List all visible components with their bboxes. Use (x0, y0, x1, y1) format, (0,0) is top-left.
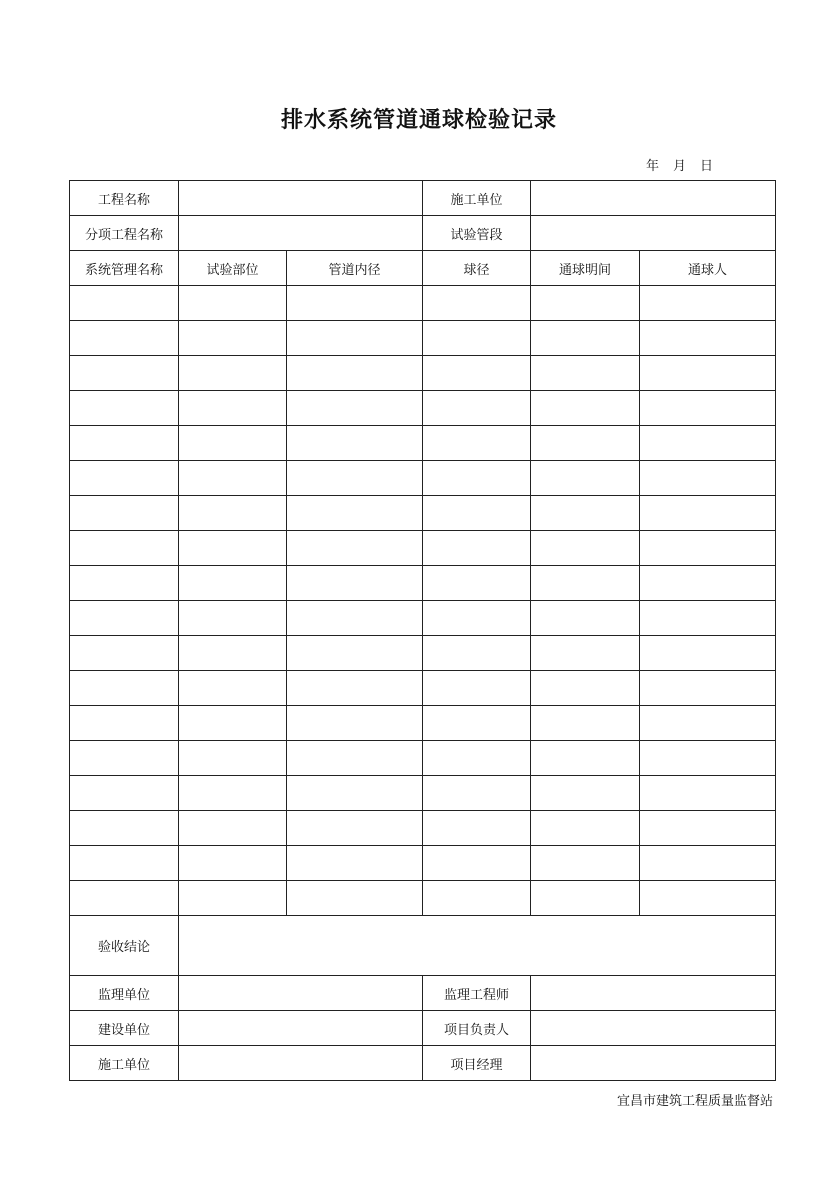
test-section-label: 试验管段 (423, 216, 531, 251)
table-cell[interactable] (640, 706, 776, 741)
construction-unit-label: 施工单位 (423, 181, 531, 216)
table-cell[interactable] (287, 776, 423, 811)
table-cell[interactable] (287, 356, 423, 391)
owner-unit-field[interactable] (179, 1011, 423, 1046)
date-line (646, 155, 727, 174)
table-cell[interactable] (531, 881, 640, 916)
table-row (70, 741, 776, 776)
table-cell[interactable] (70, 461, 179, 496)
table-cell[interactable] (531, 531, 640, 566)
project-name-label: 工程名称 (70, 181, 179, 216)
table-cell[interactable] (531, 601, 640, 636)
table-cell[interactable] (531, 671, 640, 706)
table-cell[interactable] (70, 566, 179, 601)
table-cell[interactable] (640, 671, 776, 706)
table-cell[interactable] (70, 811, 179, 846)
sub-project-field[interactable] (179, 216, 423, 251)
table-cell[interactable] (179, 741, 287, 776)
table-cell[interactable] (423, 286, 531, 321)
column-header: 试验部位 (179, 251, 287, 286)
table-cell[interactable] (70, 531, 179, 566)
page-title: 排水系统管道通球检验记录 (280, 107, 557, 133)
table-cell[interactable] (70, 496, 179, 531)
table-cell[interactable] (640, 286, 776, 321)
inspection-record-table (69, 180, 776, 1081)
table-cell[interactable] (423, 461, 531, 496)
column-header: 通球明间 (531, 251, 640, 286)
owner-unit-label: 建设单位 (70, 1011, 179, 1046)
table-row (70, 566, 776, 601)
column-header: 管道内径 (287, 251, 423, 286)
project-leader-field[interactable] (531, 1011, 776, 1046)
table-row (70, 356, 776, 391)
table-row (70, 496, 776, 531)
conclusion-row (70, 916, 776, 976)
table-cell[interactable] (640, 846, 776, 881)
table-cell[interactable] (70, 706, 179, 741)
table-cell[interactable] (423, 811, 531, 846)
table-cell[interactable] (640, 601, 776, 636)
project-manager-field[interactable] (531, 1046, 776, 1081)
table-cell[interactable] (287, 846, 423, 881)
table-cell[interactable] (179, 706, 287, 741)
table-cell[interactable] (179, 566, 287, 601)
table-cell[interactable] (531, 496, 640, 531)
table-cell[interactable] (287, 461, 423, 496)
conclusion-field[interactable] (179, 916, 776, 976)
table-cell[interactable] (423, 776, 531, 811)
table-cell[interactable] (531, 776, 640, 811)
table-cell[interactable] (70, 881, 179, 916)
table-cell[interactable] (531, 811, 640, 846)
table-row (70, 426, 776, 461)
table-cell[interactable] (70, 741, 179, 776)
table-cell[interactable] (287, 566, 423, 601)
project-name-field[interactable] (179, 181, 423, 216)
date-day-label: 日 (700, 159, 714, 174)
signature-row (70, 1046, 776, 1081)
table-row (70, 636, 776, 671)
table-cell[interactable] (531, 321, 640, 356)
table-cell[interactable] (70, 356, 179, 391)
table-cell[interactable] (423, 881, 531, 916)
table-cell[interactable] (287, 741, 423, 776)
table-cell[interactable] (179, 671, 287, 706)
table-cell[interactable] (179, 496, 287, 531)
table-row (70, 321, 776, 356)
table-cell[interactable] (640, 496, 776, 531)
table-cell[interactable] (179, 881, 287, 916)
table-cell[interactable] (640, 461, 776, 496)
table-cell[interactable] (640, 636, 776, 671)
table-cell[interactable] (179, 461, 287, 496)
table-cell[interactable] (640, 391, 776, 426)
table-cell[interactable] (423, 706, 531, 741)
table-cell[interactable] (70, 776, 179, 811)
table-cell[interactable] (70, 846, 179, 881)
table-cell[interactable] (531, 741, 640, 776)
construction-unit-field[interactable] (531, 181, 776, 216)
table-cell[interactable] (640, 566, 776, 601)
table-cell[interactable] (423, 426, 531, 461)
table-cell[interactable] (179, 811, 287, 846)
table-cell[interactable] (423, 636, 531, 671)
table-cell[interactable] (531, 706, 640, 741)
table-cell[interactable] (640, 881, 776, 916)
table-cell[interactable] (423, 741, 531, 776)
table-row (70, 601, 776, 636)
table-cell[interactable] (287, 391, 423, 426)
table-cell[interactable] (287, 426, 423, 461)
table-row (70, 286, 776, 321)
table-row (70, 391, 776, 426)
table-cell[interactable] (70, 636, 179, 671)
date-month-label: 月 (673, 159, 687, 174)
table-cell[interactable] (179, 846, 287, 881)
table-cell[interactable] (70, 286, 179, 321)
table-cell[interactable] (640, 811, 776, 846)
project-manager-label: 项目经理 (423, 1046, 531, 1081)
table-cell[interactable] (640, 531, 776, 566)
table-cell[interactable] (423, 391, 531, 426)
signature-row (70, 1011, 776, 1046)
column-header: 系统管理名称 (70, 251, 179, 286)
table-cell[interactable] (287, 706, 423, 741)
table-cell[interactable] (179, 636, 287, 671)
sub-project-row (70, 216, 776, 251)
table-cell[interactable] (640, 741, 776, 776)
project-name-row (70, 181, 776, 216)
supervision-unit-field[interactable] (179, 976, 423, 1011)
supervision-unit-label: 监理单位 (70, 976, 179, 1011)
table-cell[interactable] (179, 391, 287, 426)
table-cell[interactable] (287, 601, 423, 636)
column-header: 通球人 (640, 251, 776, 286)
table-cell[interactable] (70, 601, 179, 636)
table-row (70, 881, 776, 916)
table-row (70, 706, 776, 741)
table-cell[interactable] (287, 811, 423, 846)
table-cell[interactable] (179, 776, 287, 811)
table-cell[interactable] (640, 321, 776, 356)
table-cell[interactable] (423, 356, 531, 391)
table-cell[interactable] (531, 846, 640, 881)
table-cell[interactable] (423, 601, 531, 636)
table-cell[interactable] (287, 286, 423, 321)
table-row (70, 671, 776, 706)
table-cell[interactable] (531, 426, 640, 461)
table-cell[interactable] (287, 531, 423, 566)
table-cell[interactable] (531, 566, 640, 601)
table-cell[interactable] (70, 671, 179, 706)
table-cell[interactable] (423, 566, 531, 601)
supervising-engineer-field[interactable] (531, 976, 776, 1011)
issuing-authority: 宜昌市建筑工程质量监督站 (616, 1094, 773, 1109)
date-year-label: 年 (646, 159, 660, 174)
table-cell[interactable] (287, 671, 423, 706)
table-cell[interactable] (179, 286, 287, 321)
table-row (70, 811, 776, 846)
table-cell[interactable] (531, 636, 640, 671)
column-header-row (70, 251, 776, 286)
table-cell[interactable] (287, 496, 423, 531)
table-cell[interactable] (70, 321, 179, 356)
table-cell[interactable] (531, 391, 640, 426)
table-cell[interactable] (640, 776, 776, 811)
contractor-unit-field[interactable] (179, 1046, 423, 1081)
table-cell[interactable] (640, 426, 776, 461)
table-cell[interactable] (531, 286, 640, 321)
table-cell[interactable] (423, 846, 531, 881)
table-cell[interactable] (179, 321, 287, 356)
column-header: 球径 (423, 251, 531, 286)
table-cell[interactable] (179, 601, 287, 636)
signature-row (70, 976, 776, 1011)
table-row (70, 461, 776, 496)
test-section-field[interactable] (531, 216, 776, 251)
table-cell[interactable] (423, 531, 531, 566)
conclusion-label: 验收结论 (70, 916, 179, 976)
table-cell[interactable] (70, 426, 179, 461)
project-leader-label: 项目负责人 (423, 1011, 531, 1046)
table-row (70, 776, 776, 811)
table-row (70, 531, 776, 566)
table-cell[interactable] (423, 496, 531, 531)
sub-project-label: 分项工程名称 (70, 216, 179, 251)
contractor-unit-label: 施工单位 (70, 1046, 179, 1081)
table-cell[interactable] (531, 356, 640, 391)
table-cell[interactable] (70, 391, 179, 426)
table-cell[interactable] (179, 531, 287, 566)
table-cell[interactable] (640, 356, 776, 391)
table-cell[interactable] (531, 461, 640, 496)
table-row (70, 846, 776, 881)
table-cell[interactable] (179, 356, 287, 391)
table-cell[interactable] (287, 636, 423, 671)
table-cell[interactable] (287, 881, 423, 916)
table-cell[interactable] (179, 426, 287, 461)
table-cell[interactable] (287, 321, 423, 356)
supervising-engineer-label: 监理工程师 (423, 976, 531, 1011)
table-cell[interactable] (423, 671, 531, 706)
table-cell[interactable] (423, 321, 531, 356)
